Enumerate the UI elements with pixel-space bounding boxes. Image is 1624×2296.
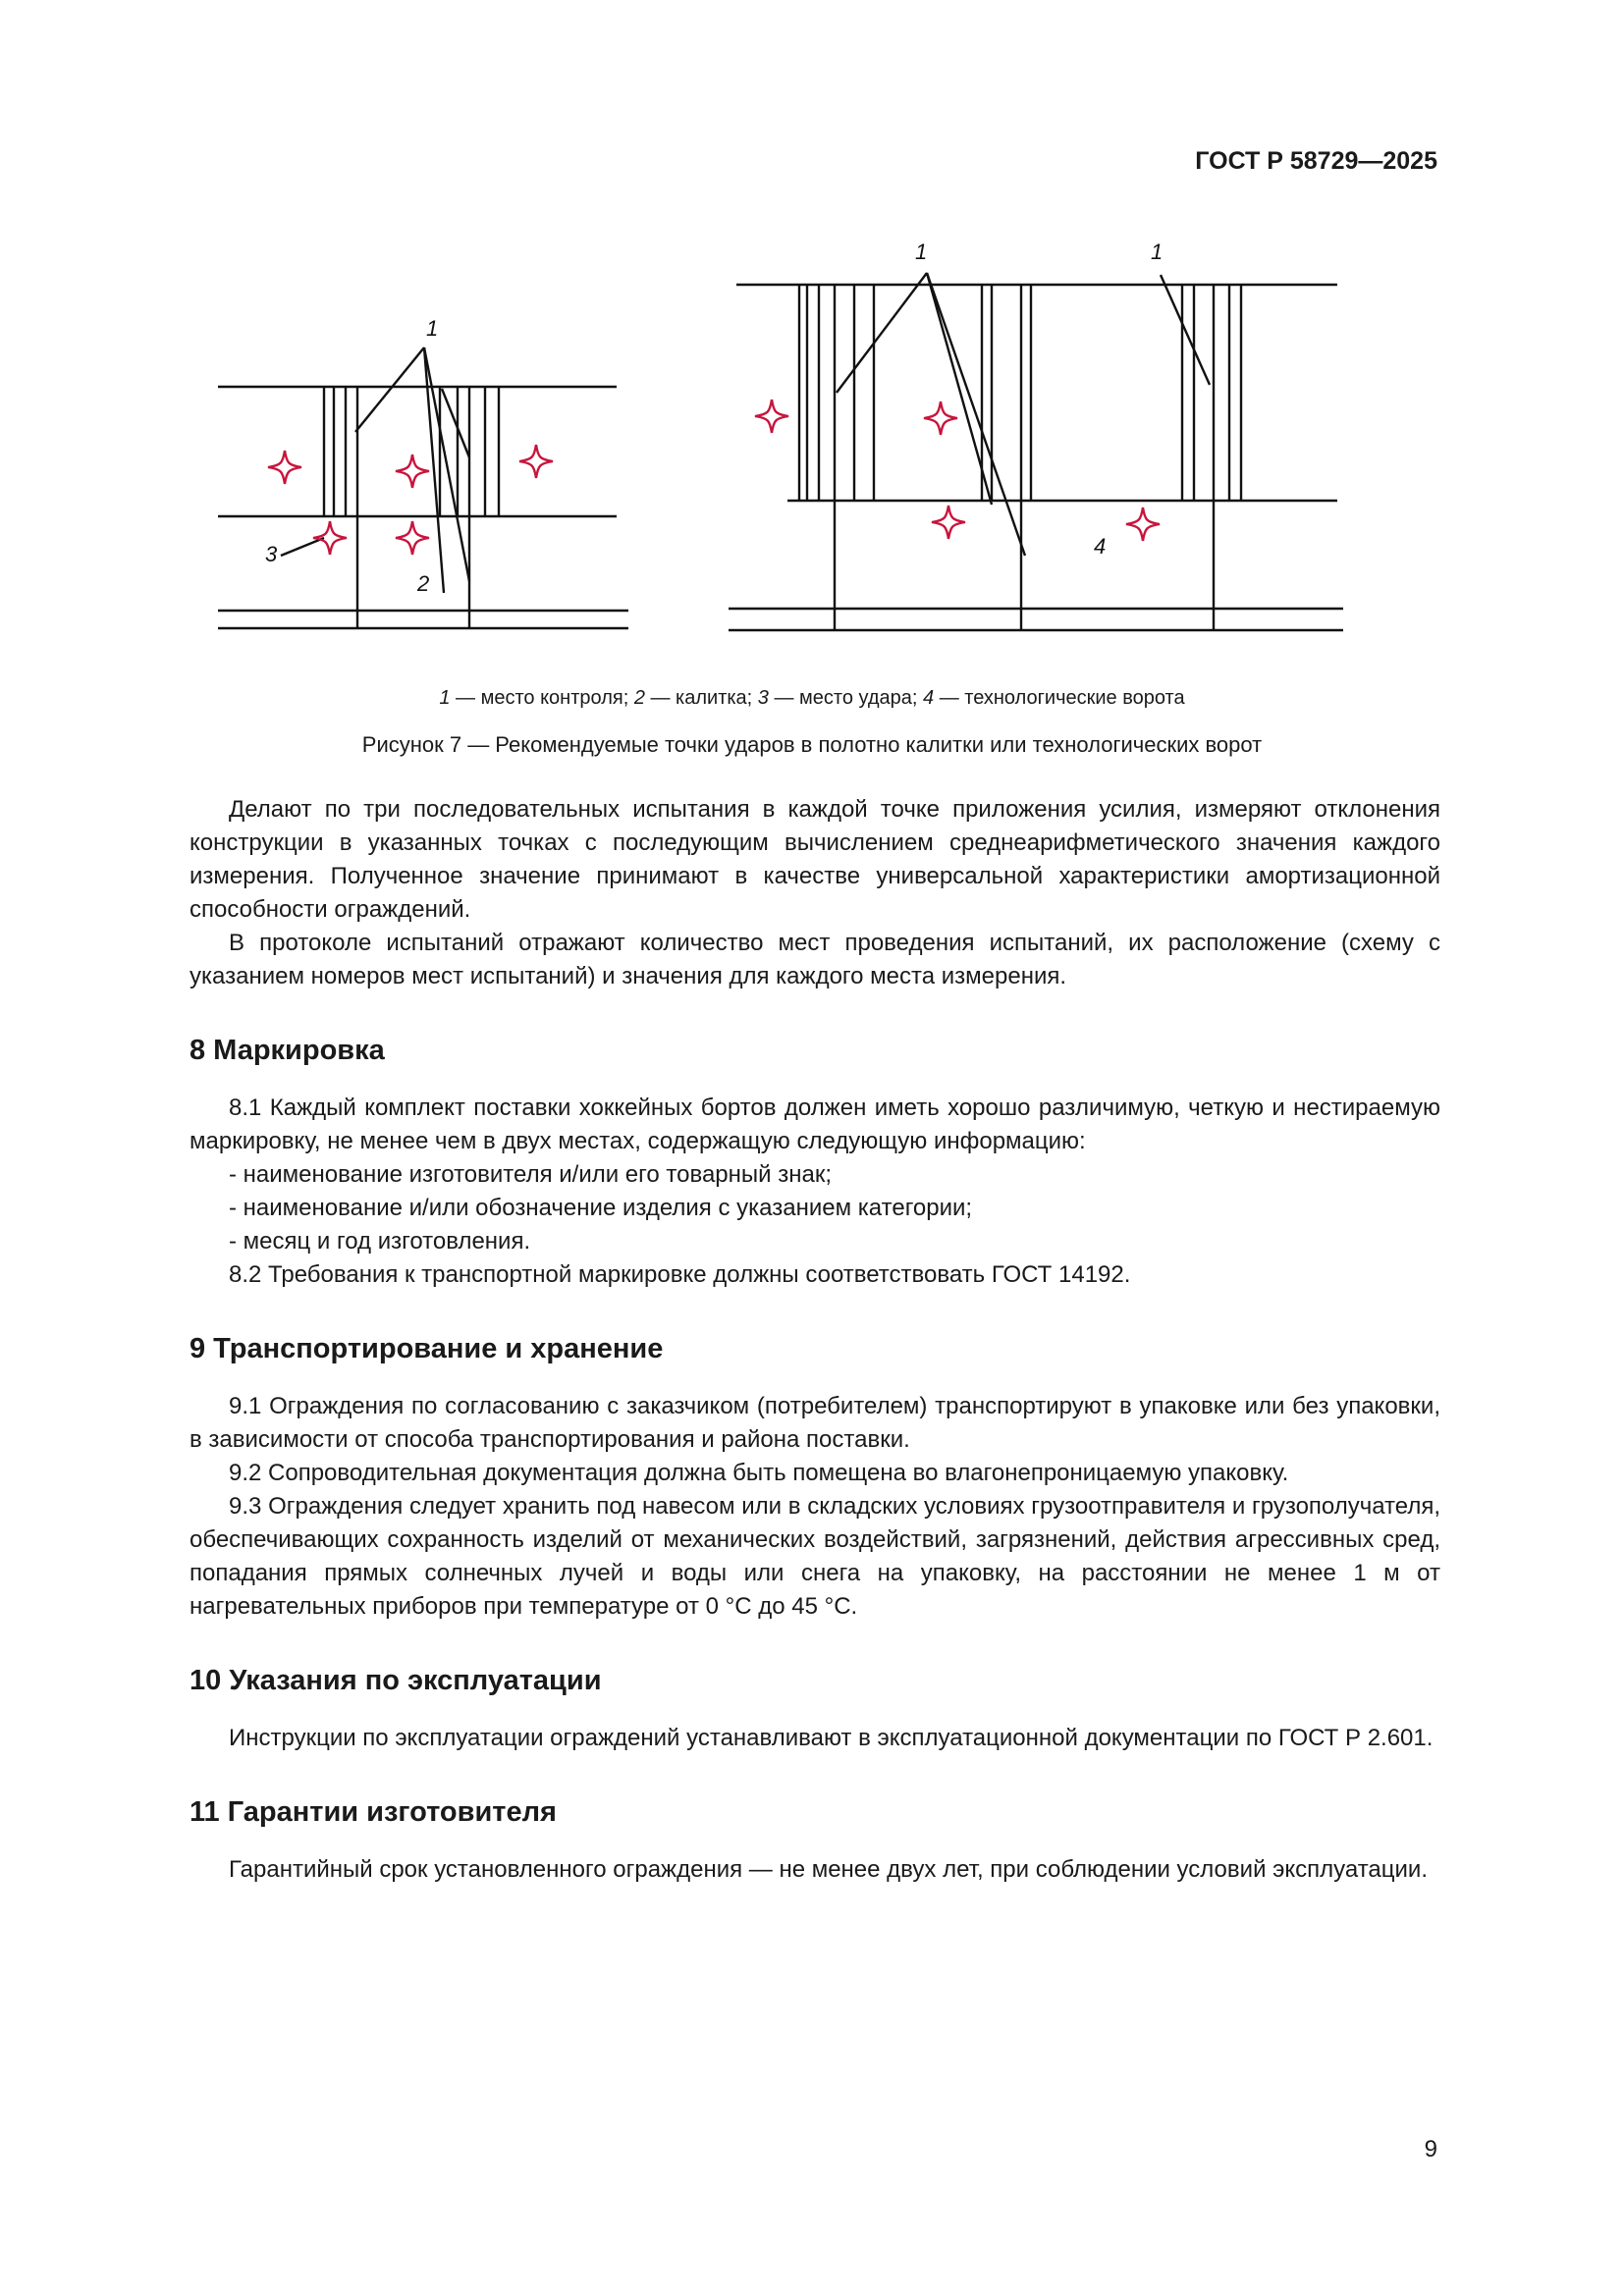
label-right-4: 4 xyxy=(1094,534,1107,559)
document-body xyxy=(189,793,1440,1887)
paragraph-protocol: В протоколе испытаний отражают количество мест проведения испытаний, их расположение (схему с указанием номеров мест испытаний) и значения для каждого места измерения. xyxy=(189,930,1440,989)
list-item: - наименование изготовителя и/или его товарный знак; xyxy=(229,1161,832,1188)
section-10-title: 10 Указания по эксплуатации xyxy=(189,1665,602,1696)
figure-legend xyxy=(0,687,1624,710)
label-left-3: 3 xyxy=(265,542,278,566)
legend-num-4: 4 xyxy=(923,687,935,709)
legend-num-3: 3 xyxy=(757,687,769,709)
paragraph-10: Инструкции по эксплуатации ограждений устанавливают в эксплуатационной документации по ГОСТ Р 2.601. xyxy=(229,1725,1434,1751)
legend-text-2: — калитка; xyxy=(644,687,758,709)
label-right-1b: 1 xyxy=(1151,240,1164,264)
paragraph-9-2: 9.2 Сопроводительная документация должна быть помещена во влагонепроницаемую упаковку. xyxy=(229,1460,1289,1486)
document-code: ГОСТ Р 58729—2025 xyxy=(1195,147,1437,175)
impact-point-icon xyxy=(519,445,553,478)
paragraph-9-3: 9.3 Ограждения следует хранить под навесом или в складских условиях грузоотправителя и грузополучателя, обеспечивающих сохранность изделий от механических воздействий, загрязнений, действия агрессивных сред, попадания прямых солнечных лучей и воды или снега на упаковку, на расстоянии не менее 1 м от нагревательных приборов при температуре от 0 °С до 45 °С. xyxy=(189,1493,1440,1620)
impact-point-icon xyxy=(924,401,957,435)
page-number: 9 xyxy=(1424,2136,1437,2163)
legend-num-2: 2 xyxy=(633,687,645,709)
paragraph-11: Гарантийный срок установленного ограждения — не менее двух лет, при соблюдении условий эксплуатации. xyxy=(229,1856,1428,1883)
impact-point-icon xyxy=(932,506,965,539)
paragraph-8-2: 8.2 Требования к транспортной маркировке должны соответствовать ГОСТ 14192. xyxy=(229,1261,1131,1288)
section-9-title: 9 Транспортирование и хранение xyxy=(189,1333,664,1364)
figure-7-diagram xyxy=(0,0,1624,667)
label-left-1: 1 xyxy=(426,316,439,341)
impact-point-icon xyxy=(396,454,429,488)
figure-caption: Рисунок 7 — Рекомендуемые точки ударов в полотно калитки или технологических ворот xyxy=(361,732,1263,757)
label-right-1a: 1 xyxy=(915,240,928,264)
section-11-title: 11 Гарантии изготовителя xyxy=(189,1796,557,1828)
label-left-2: 2 xyxy=(417,571,430,596)
legend-text-3: — место удара; xyxy=(768,687,924,709)
impact-point-icon xyxy=(268,451,301,484)
legend-text-4: — технологические ворота xyxy=(934,687,1185,709)
right-diagram-gate xyxy=(729,273,1343,630)
list-item: - наименование и/или обозначение изделия с указанием категории; xyxy=(229,1195,973,1221)
section-8-title: 8 Маркировка xyxy=(189,1035,385,1066)
legend-num-1: 1 xyxy=(439,687,451,709)
impact-point-icon xyxy=(313,521,347,555)
impact-point-icon xyxy=(396,521,429,555)
paragraph-9-1: 9.1 Ограждения по согласованию с заказчиком (потребителем) транспортируют в упаковке или без упаковки, в зависимости от способа транспортирования и района поставки. xyxy=(189,1393,1440,1453)
list-item: - месяц и год изготовления. xyxy=(229,1228,531,1255)
impact-point-icon xyxy=(1126,507,1160,541)
legend-text-1: — место контроля; xyxy=(450,687,634,709)
paragraph-8-1: 8.1 Каждый комплект поставки хоккейных бортов должен иметь хорошо различимую, четкую и нестираемую маркировку, не менее чем в двух местах, содержащую следующую информацию: xyxy=(189,1095,1440,1154)
impact-point-icon xyxy=(755,400,788,433)
paragraph-tests: Делают по три последовательных испытания в каждой точке приложения усилия, измеряют отклонения конструкции в указанных точках с последующим вычислением среднеарифметического значения каждого измерения. Полученное значение принимают в качестве универсальной характеристики амортизационной способности ограждений. xyxy=(189,796,1440,923)
